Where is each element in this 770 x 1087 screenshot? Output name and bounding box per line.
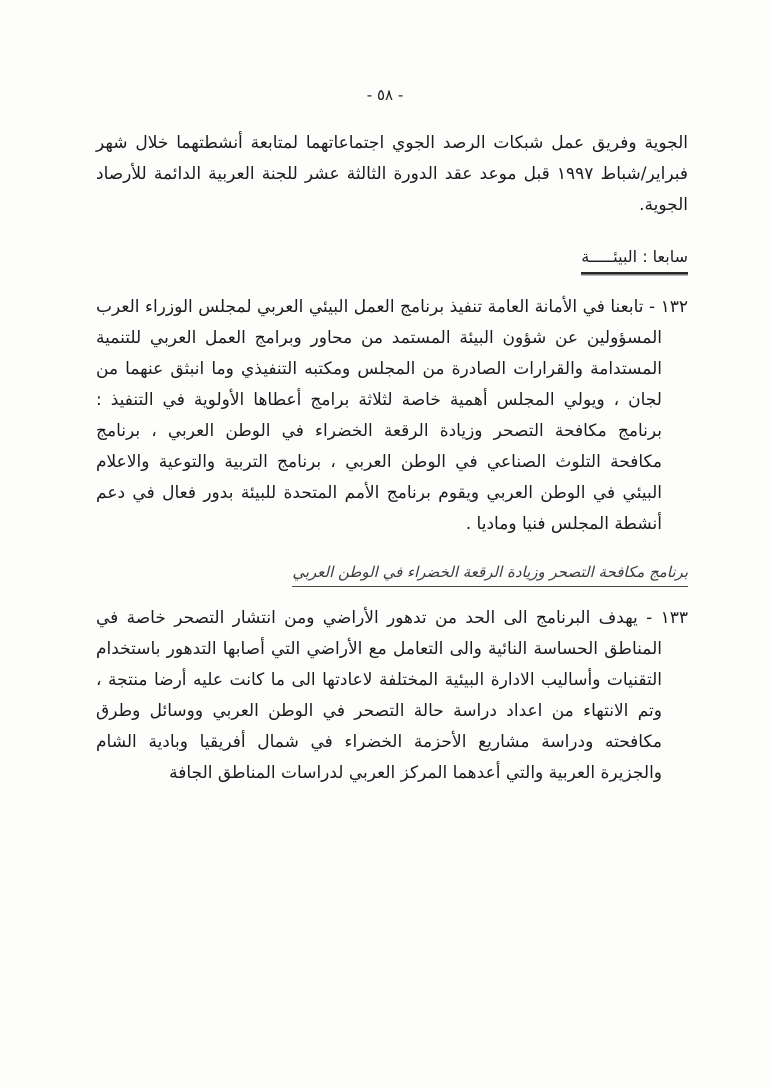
paragraph-133-text: يهدف البرنامج الى الحد من تدهور الأراضي ومن انتشار التصحر خاصة في المناطق الحساسة النائية والى التعامل مع الأراضي التي أصابها التدهور باستخدام التقنيات وأساليب الادارة البيئية المختلفة لاعادتها الى ما كانت عليه أرضا منتجة ، وتم الانتهاء من اعداد دراسة حالة التصحر في الوطن العربي ووسائل وطرق مكافحته ودراسة مشاريع الأحزمة الخضراء في شمال أفريقيا وبادية الشام والجزيرة العربية والتي أعدهما المركز العربي لدراسات المناطق الجافة bbox=[96, 608, 662, 783]
section-heading-row bbox=[96, 247, 688, 274]
section-heading-environment: سابعا : البيئـــــة bbox=[581, 247, 688, 274]
paragraph-132-text: تابعنا في الأمانة العامة تنفيذ برنامج العمل البيئي العربي لمجلس الوزراء العرب المسؤولين عن شؤون البيئة المستمد من محاور وبرامج العمل العربي للتنمية المستدامة والقرارات الصادرة من المجلس ومكتبه التنفيذي وما انبثق عنهما من لجان ، ويولي المجلس أهمية خاصة لثلاثة برامج أعطاها الأولوية في التنفيذ : برنامج مكافحة التصحر وزيادة الرقعة الخضراء في الوطن العربي ، برنامج مكافحة التلوث الصناعي في الوطن العربي ، برنامج التربية والتوعية والاعلام البيئي في الوطن العربي ويقوم برنامج الأمم المتحدة للبيئة بدور فعال في دعم أنشطة المجلس فنيا وماديا . bbox=[96, 297, 662, 534]
program-subheading-desertification: برنامج مكافحة التصحر وزيادة الرقعة الخضراء في الوطن العربي bbox=[292, 562, 688, 587]
page-number: - ٥٨ - bbox=[366, 86, 404, 104]
paragraph-133 bbox=[96, 603, 688, 789]
page-content bbox=[96, 128, 688, 789]
paragraph-132-number: ١٣٢ - bbox=[648, 297, 688, 317]
paragraph-132 bbox=[96, 292, 688, 540]
intro-paragraph: الجوية وفريق عمل شبكات الرصد الجوي اجتماعاتهما لمتابعة أنشطتهما خلال شهر فبراير/شباط ١٩٩٧ قبل موعد عقد الدورة الثالثة عشر للجنة العربية الدائمة للأرصاد الجوية. bbox=[96, 133, 688, 215]
subheading-row bbox=[96, 562, 688, 587]
paragraph-133-number: ١٣٣ - bbox=[646, 608, 688, 628]
